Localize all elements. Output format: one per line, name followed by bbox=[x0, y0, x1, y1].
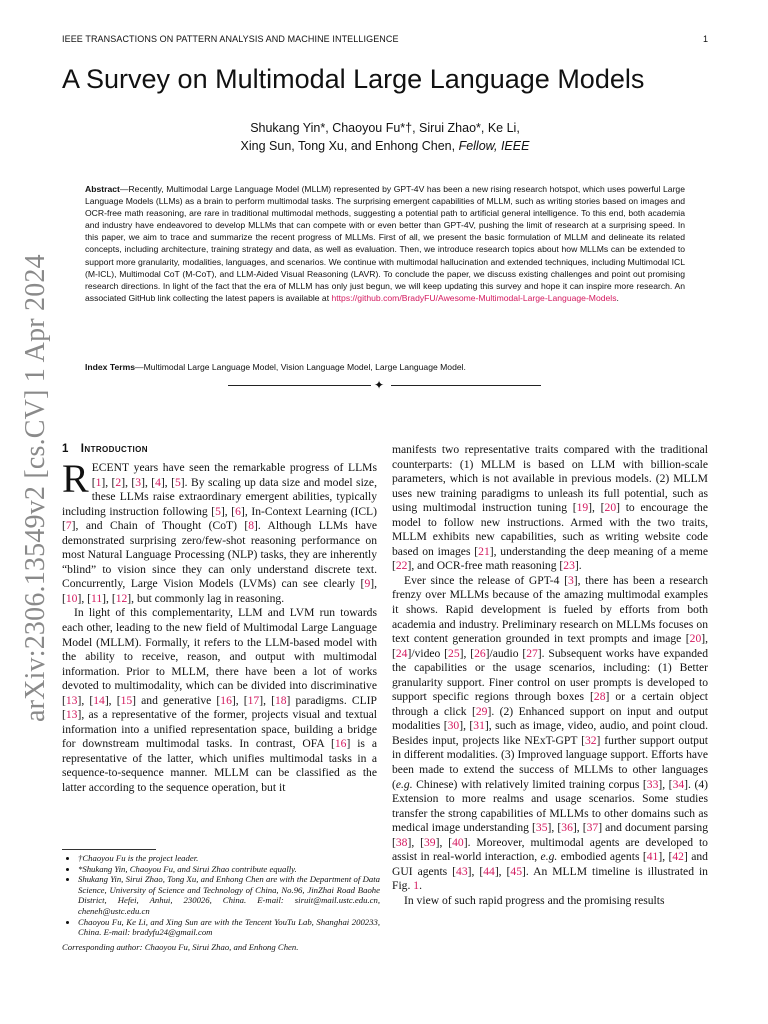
citation[interactable]: 5 bbox=[215, 504, 221, 518]
section-title: Introduction bbox=[80, 443, 148, 455]
citation[interactable]: 28 bbox=[593, 690, 606, 704]
abstract: Abstract—Recently, Multimodal Large Language Model (MLLM) represented by GPT-4V has been a new rising research hotspot, which uses powerful Large Language Models (LLMs) as a brain to perform multimodal tasks. The surprising emergent capabilities of MLLM, such as writing stories based on images and OCR-free math reasoning, are rare in traditional multimodal methods, suggesting a potential path to artificial general intelligence. To this end, both academia and industry have endeavored to develop MLLMs that can compete with or even better than GPT-4V, pushing the limit of research at a surprising speed. In this paper, we aim to trace and summarize the recent progress of MLLMs. First of all, we present the basic formulation of MLLM and delineate its related concepts, including architecture, training strategy and data, as well as evaluation. Then, we introduce research topics about how MLLMs can be extended to support more granularity, modalities, languages, and scenarios. We continue with multimodal hallucination and extended techniques, including Multimodal ICL (M-ICL), Multimodal CoT (M-CoT), and LLM-Aided Visual Reasoning (LAVR). To conclude the paper, we discuss existing challenges and point out promising research directions. In light of the fact that the era of MLLM has only just begun, we will keep updating this survey and hope it can inspire more research. An associated GitHub link collecting the latest papers is available at https://github.com/BradyFU/Awesome-Multimodal-Large-Language-Models. bbox=[85, 184, 685, 303]
citation[interactable]: 36 bbox=[561, 821, 573, 835]
drop-cap: R bbox=[62, 456, 89, 501]
arxiv-stamp: arXiv:2306.13549v2 [cs.CV] 1 Apr 2024 bbox=[20, 254, 51, 722]
citation[interactable]: 7 bbox=[65, 519, 72, 533]
footnote-rule bbox=[62, 849, 156, 850]
intro-paragraph-5: In view of such rapid progress and the promising results bbox=[404, 893, 665, 907]
citation[interactable]: 37 bbox=[586, 821, 599, 835]
citation[interactable]: 5 bbox=[175, 475, 181, 489]
separator-rule-right bbox=[391, 385, 541, 386]
footnote-item: • †Chaoyou Fu is the project leader. bbox=[78, 853, 380, 864]
separator-rule-left bbox=[228, 385, 371, 386]
footnotes bbox=[62, 853, 380, 952]
footnote-item: • Chaoyou Fu, Ke Li, and Xing Sun are with the Tencent YouTu Lab, Shanghai 200233, China. E-mail: bradyfu24@gmail.com bbox=[78, 917, 380, 938]
citation[interactable]: 15 bbox=[120, 693, 133, 707]
intro-paragraph-2: In light of this complementarity, LLM and LVM run towards each other, leading to the new field of Multimodal Large Language Model (MLLM). Formally, it refers to the LLM-based model with the ability to receive, reason, and output with multimodal information. Prior to MLLM, there have been a lot of works devoted to multimodality, which can be divided into discriminative [13], [14], [15] and generative [16], [17], [18] paradigms. CLIP [13], as a representative of the former, projects visual and textual information into a unified representation space, building a bridge for downstream multimodal tasks. In contrast, OFA [16] is a representative of the latter, which unifies multimodal tasks in a sequence-to-sequence manner. MLLM can be classified as the latter according to the sequence operation, but it bbox=[62, 606, 377, 795]
citation[interactable]: 13 bbox=[65, 693, 78, 707]
author-line-2 bbox=[62, 137, 708, 156]
index-terms-label: Index Terms bbox=[85, 362, 135, 372]
citation[interactable]: 6 bbox=[235, 504, 241, 518]
citation[interactable]: 26 bbox=[474, 646, 486, 660]
citation[interactable]: 17 bbox=[247, 693, 260, 707]
footnote-item: • Shukang Yin, Sirui Zhao, Tong Xu, and Enhong Chen are with the Department of Data Science, University of Science and Technology of China, No.96, JinZhai Road Baohe District, Hefei, Anhui, 230026, China. E-mail: siruit@mail.ustc.edu.cn, cheneh@ustc.edu.cn bbox=[78, 874, 380, 916]
abstract-text: —Recently, Multimodal Large Language Model (MLLM) represented by GPT-4V has been a new rising research hotspot, which uses powerful Large Language Models (LLMs) as a brain to perform multimodal tasks. The surprising emergent capabilities of MLLM, such as writing stories based on images and OCR-free math reasoning, are rare in traditional multimodal methods, suggesting a potential path to artificial general intelligence. To this end, both academia and industry have endeavored to develop MLLMs that can compete with or even better than GPT-4V, pushing the limit of research at a surprising speed. In this paper, we aim to trace and summarize the recent progress of MLLMs. First of all, we present the basic formulation of MLLM and delineate its related concepts, including architecture, training strategy and data, as well as evaluation. Then, we introduce research topics about how MLLMs can be extended to support more granularity, modalities, languages, and scenarios. We continue with multimodal hallucination and extended techniques, including Multimodal ICL (M-ICL), Multimodal CoT (M-CoT), and LLM-Aided Visual Reasoning (LAVR). To conclude the paper, we discuss existing challenges and point out promising research directions. In light of the fact that the era of MLLM has only just begun, we will keep updating this survey and hope it can inspire more research. An associated GitHub link collecting the latest papers is available at bbox=[85, 184, 685, 303]
github-link[interactable]: https://github.com/BradyFU/Awesome-Multimodal-Large-Language-Models bbox=[331, 292, 617, 303]
abstract-label: Abstract bbox=[85, 184, 120, 194]
citation[interactable]: 19 bbox=[576, 501, 589, 515]
citation[interactable]: 34 bbox=[672, 777, 685, 791]
citation[interactable]: 3 bbox=[567, 573, 574, 587]
citation[interactable]: 33 bbox=[646, 777, 659, 791]
section-heading bbox=[62, 443, 148, 455]
citation[interactable]: 18 bbox=[274, 693, 287, 707]
citation[interactable]: 16 bbox=[334, 737, 347, 751]
citation[interactable]: 23 bbox=[563, 559, 575, 573]
citation[interactable]: 16 bbox=[220, 693, 232, 707]
intro-paragraph-1: RECENT years have seen the remarkable progress of LLMs [1], [2], [3], [4], [5]. By scaling up data size and model size, these LLMs raise extraordinary emergent abilities, typically including instruction following [5], [6], In-Context Learning (ICL) [7], and Chain of Thought (CoT) [8]. Although LLMs have demonstrated surprising zero/few-shot reasoning performance on most Natural Language Processing (NLP) tasks, they are inherently “blind” to vision since they can only understand discrete text. Concurrently, Large Vision Models (LVMs) can see clearly [9], [10], [11], [12], but commonly lag in reasoning. bbox=[62, 456, 378, 605]
citation[interactable]: 42 bbox=[672, 850, 684, 864]
intro-paragraph-3: manifests two representative traits compared with the traditional counterparts: (1) MLLM is based on LLM with billion-scale parameters, which is not available in previous models. (2) MLLM uses new training paradigms to unleash its full potential, such as using multimodal instruction tuning [19], [20] to encourage the model to follow new instructions. Armed with the two traits, MLLM exhibits new capabilities, such as writing website code based on images [21], understanding the deep meaning of a meme [22], and OCR-free math reasoning [23]. bbox=[392, 443, 708, 573]
citation[interactable]: 20 bbox=[689, 632, 702, 646]
author-fellow: Fellow, IEEE bbox=[458, 139, 530, 153]
page-number: 1 bbox=[702, 34, 708, 44]
author-line-1: Shukang Yin*, Chaoyou Fu*†, Sirui Zhao*, Ke Li, bbox=[250, 121, 520, 135]
citation[interactable]: 21 bbox=[478, 544, 490, 558]
citation[interactable]: 11 bbox=[91, 591, 103, 605]
citation[interactable]: 38 bbox=[395, 835, 408, 849]
citation[interactable]: 8 bbox=[248, 519, 255, 533]
citation[interactable]: 24 bbox=[395, 646, 408, 660]
section-number: 1 bbox=[62, 443, 69, 455]
citation[interactable]: 44 bbox=[483, 864, 495, 878]
citation[interactable]: 27 bbox=[526, 646, 538, 660]
citation[interactable]: 2 bbox=[115, 475, 122, 489]
index-terms bbox=[85, 361, 685, 373]
citation[interactable]: 12 bbox=[115, 591, 128, 605]
citation[interactable]: 9 bbox=[364, 577, 371, 591]
index-terms-text: —Multimodal Large Language Model, Vision Language Model, Large Language Model. bbox=[135, 362, 466, 372]
citation[interactable]: 13 bbox=[65, 708, 78, 722]
citation[interactable]: 10 bbox=[65, 591, 78, 605]
citation[interactable]: 31 bbox=[473, 719, 485, 733]
citation[interactable]: 20 bbox=[604, 501, 617, 515]
citation[interactable]: 1 bbox=[95, 475, 102, 489]
left-column bbox=[62, 456, 378, 796]
running-header: IEEE TRANSACTIONS ON PATTERN ANALYSIS AND MACHINE INTELLIGENCE bbox=[62, 34, 399, 44]
citation[interactable]: 41 bbox=[646, 850, 659, 864]
paper-title: A Survey on Multimodal Large Language Models bbox=[62, 64, 645, 94]
corresponding-author: Corresponding author: Chaoyou Fu, Sirui Zhao, and Enhong Chen. bbox=[62, 941, 299, 952]
author-names: Xing Sun, Tong Xu, and Enhong Chen, bbox=[240, 139, 456, 153]
citation[interactable]: 39 bbox=[424, 835, 436, 849]
right-column bbox=[392, 443, 708, 909]
citation[interactable]: 22 bbox=[395, 559, 408, 573]
citation[interactable]: 14 bbox=[93, 693, 105, 707]
intro-paragraph-4: Ever since the release of GPT-4 [3], there has been a research frenzy over MLLMs because of the amazing multimodal examples it shows. Rapid development is fueled by efforts from both academia and industry. Preliminary research on MLLMs focuses on text content generation grounded in text prompts and image [20], [24]/video [25], [26]/audio [27]. Subsequent works have expanded the capabilities or the usage scenarios, including: (1) Better granularity support. Finer control on user prompts is developed to support specific regions through boxes [28] or a certain object through a click [29]. (2) Enhanced support on input and output modalities [30], [31], such as image, video, audio, and point cloud. Besides input, projects like NExT-GPT [32] further support output in different modalities. (3) Improved language support. Efforts have been made to extend the success of MLLMs to other languages (e.g. Chinese) with relatively limited training corpus [33], [34]. (4) Extension to more realms and usage scenarios. Some studies transfer the strong capabilities of MLLMs to other domains such as medical image understanding [35], [36], [37] and document parsing [38], [39], [40]. Moreover, multimodal agents are developed to assist in real-world interaction, e.g. embodied agents [41], [42] and GUI agents [43], [44], [45]. An MLLM timeline is illustrated in Fig. 1. bbox=[392, 573, 708, 893]
figure-reference[interactable]: 1 bbox=[413, 879, 420, 893]
citation[interactable]: 32 bbox=[584, 733, 597, 747]
citation[interactable]: 45 bbox=[510, 864, 522, 878]
citation[interactable]: 43 bbox=[456, 864, 468, 878]
citation[interactable]: 35 bbox=[535, 821, 548, 835]
citation[interactable]: 3 bbox=[135, 475, 142, 489]
citation[interactable]: 40 bbox=[452, 835, 464, 849]
citation[interactable]: 30 bbox=[447, 719, 460, 733]
separator-diamond-icon: ✦ bbox=[374, 378, 385, 392]
citation[interactable]: 4 bbox=[155, 475, 161, 489]
citation[interactable]: 25 bbox=[448, 646, 460, 660]
footnote-item: • *Shukang Yin, Chaoyou Fu, and Sirui Zhao contribute equally. bbox=[78, 864, 380, 875]
citation[interactable]: 29 bbox=[475, 704, 488, 718]
